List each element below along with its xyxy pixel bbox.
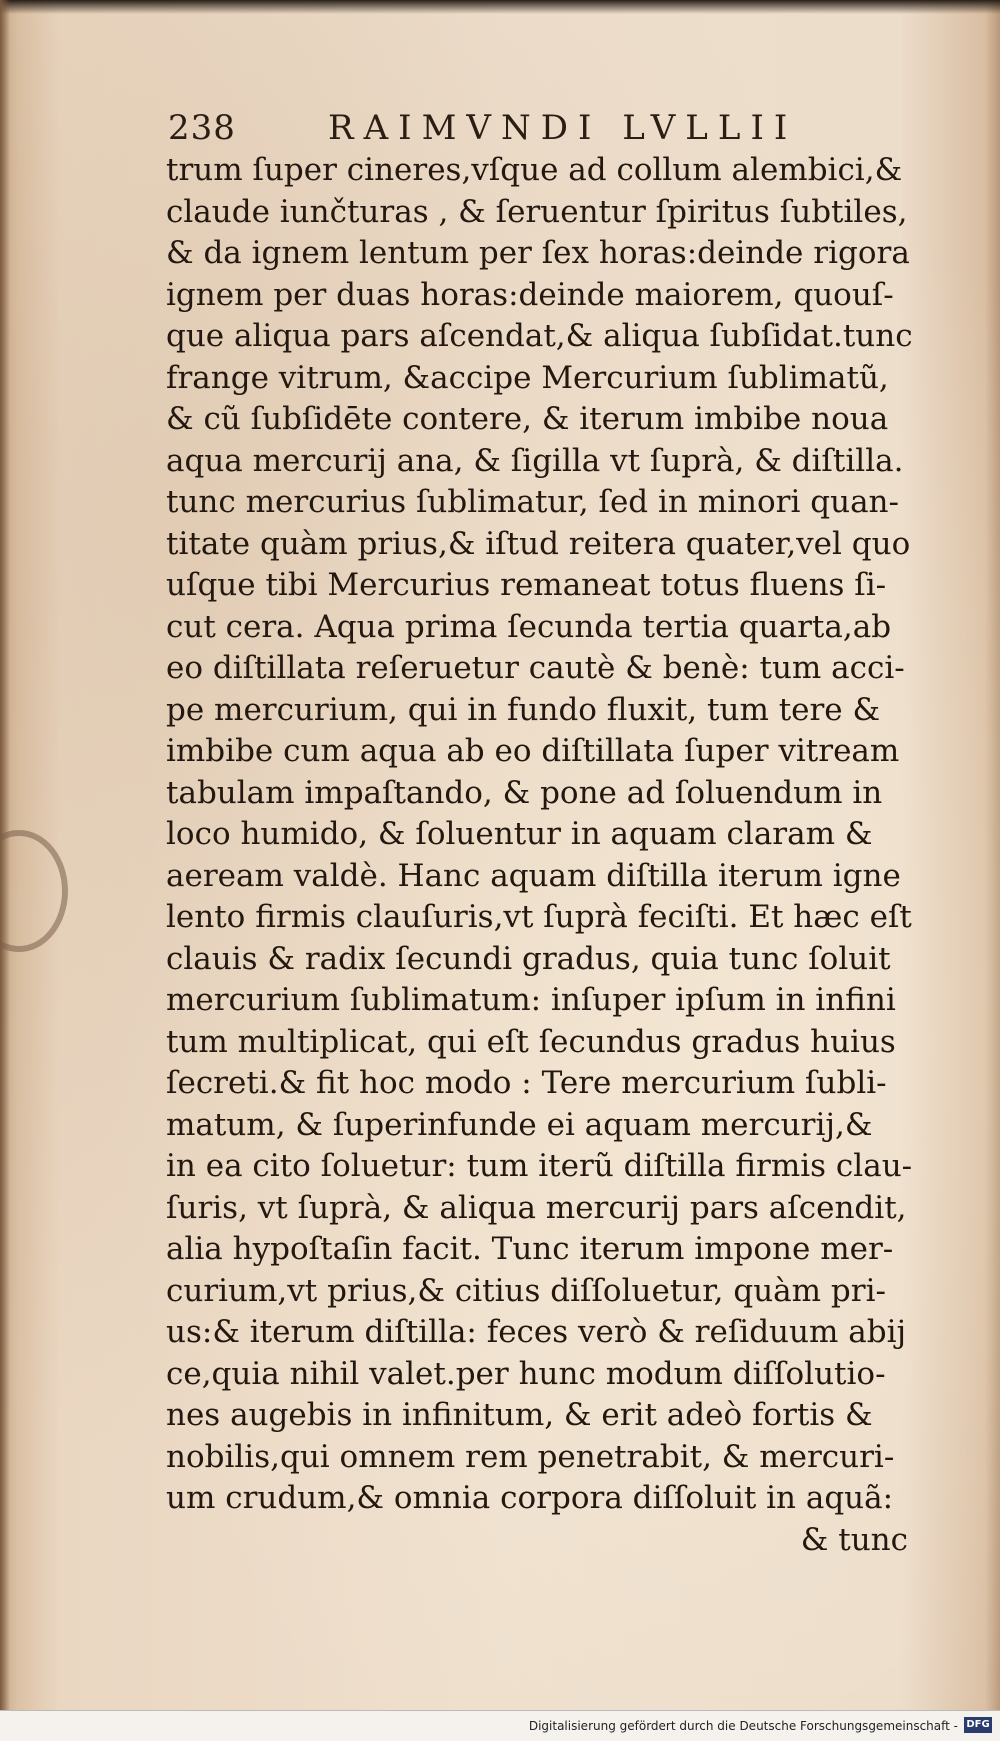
text-line: aeream valdè. Hanc aquam diſtilla iterum igne [166,857,901,894]
clasp-mark [0,830,68,952]
text-line: & cũ ſubſidēte contere, & iterum imbibe noua [166,401,889,437]
page-number: 238 [168,108,236,148]
text-line: tabulam impaſtando, & pone ad ſoluendum in [166,774,883,811]
text-line: uſque tibi Mercurius remaneat totus fluens ſi- [166,567,887,603]
text-line: matum, & ſuperinfunde ei aquam mercurij,& [166,1106,873,1143]
text-line: um crudum,& omnia corpora diſſoluit in aquã: [166,1480,894,1516]
running-title: RAIMVNDI LVLLII [328,108,798,148]
text-line: que aliqua pars aſcendat,& aliqua ſubſidat.tunc [166,318,913,354]
text-line: ſuris, vt ſuprà, & aliqua mercurij pars aſcendit, [166,1189,907,1226]
text-line: nes augebis in infinitum, & erit adeò fortis & [166,1397,873,1433]
text-line: eo diſtillata reſeruetur cautè & benè: tum acci- [166,650,905,686]
text-line: & da ignem lentum per ſex horas:deinde rigora [166,235,910,271]
top-shadow [0,0,1000,14]
text-line: curium,vt prius,& citius diſſoluetur, quàm pri- [166,1272,886,1309]
text-line: lento firmis clauſuris,vt ſuprà feciſti. Et hæc eſt [166,899,912,935]
footer-bar [0,1710,1000,1741]
footer-credit: Digitalisierung gefördert durch die Deutsche Forschungsgemeinschaft - [528,1719,958,1733]
text-line: claude iunčturas , & ſeruentur ſpiritus ſubtiles, [166,193,908,230]
text-line: mercurium ſublimatum: inſuper ipſum in infini [166,982,896,1018]
text-line: aqua mercurij ana, & ſigilla vt ſuprà, & diſtilla. [166,442,904,479]
text-line: ce,quia nihil valet.per hunc modum diſſolutio- [166,1355,886,1392]
text-line: us:& iterum diſtilla: feces verò & reſiduum abij [166,1314,907,1350]
text-line: trum ſuper cineres,vſque ad collum alembici,& [166,152,903,188]
text-line: frange vitrum, &accipe Mercurium ſublimatũ, [166,359,889,396]
dfg-logo: DFG [964,1717,992,1733]
text-line: loco humido, & ſoluentur in aquam claram & [166,816,873,852]
text-line: ſecreti.& fit hoc modo : Tere mercurium ſubli- [166,1065,887,1101]
text-line: pe mercurium, qui in fundo fluxit, tum tere & [166,691,881,728]
body-text [166,150,913,1561]
text-line: ignem per duas horas:deinde maiorem, quouſ- [166,276,894,313]
text-line: titate quàm prius,& iſtud reitera quater,vel quo [166,525,911,562]
text-line: cut cera. Aqua prima ſecunda tertia quarta,ab [166,608,892,645]
text-line: alia hypoſtaſin facit. Tunc iterum impone mer- [166,1231,894,1267]
catchword: & tunc [800,1521,908,1558]
text-line: in ea cito ſoluetur: tum iterũ diſtilla firmis clau- [166,1148,913,1184]
text-line: tunc mercurius ſublimatur, ſed in minori quan- [166,484,899,520]
running-head [168,108,868,154]
text-line: tum multiplicat, qui eſt ſecundus gradus huius [166,1023,896,1060]
text-line: imbibe cum aqua ab eo diſtillata ſuper vitream [166,733,900,769]
text-line: nobilis,qui omnem rem penetrabit, & mercuri- [166,1438,895,1475]
text-line: clauis & radix ſecundi gradus, quia tunc ſoluit [166,940,891,977]
